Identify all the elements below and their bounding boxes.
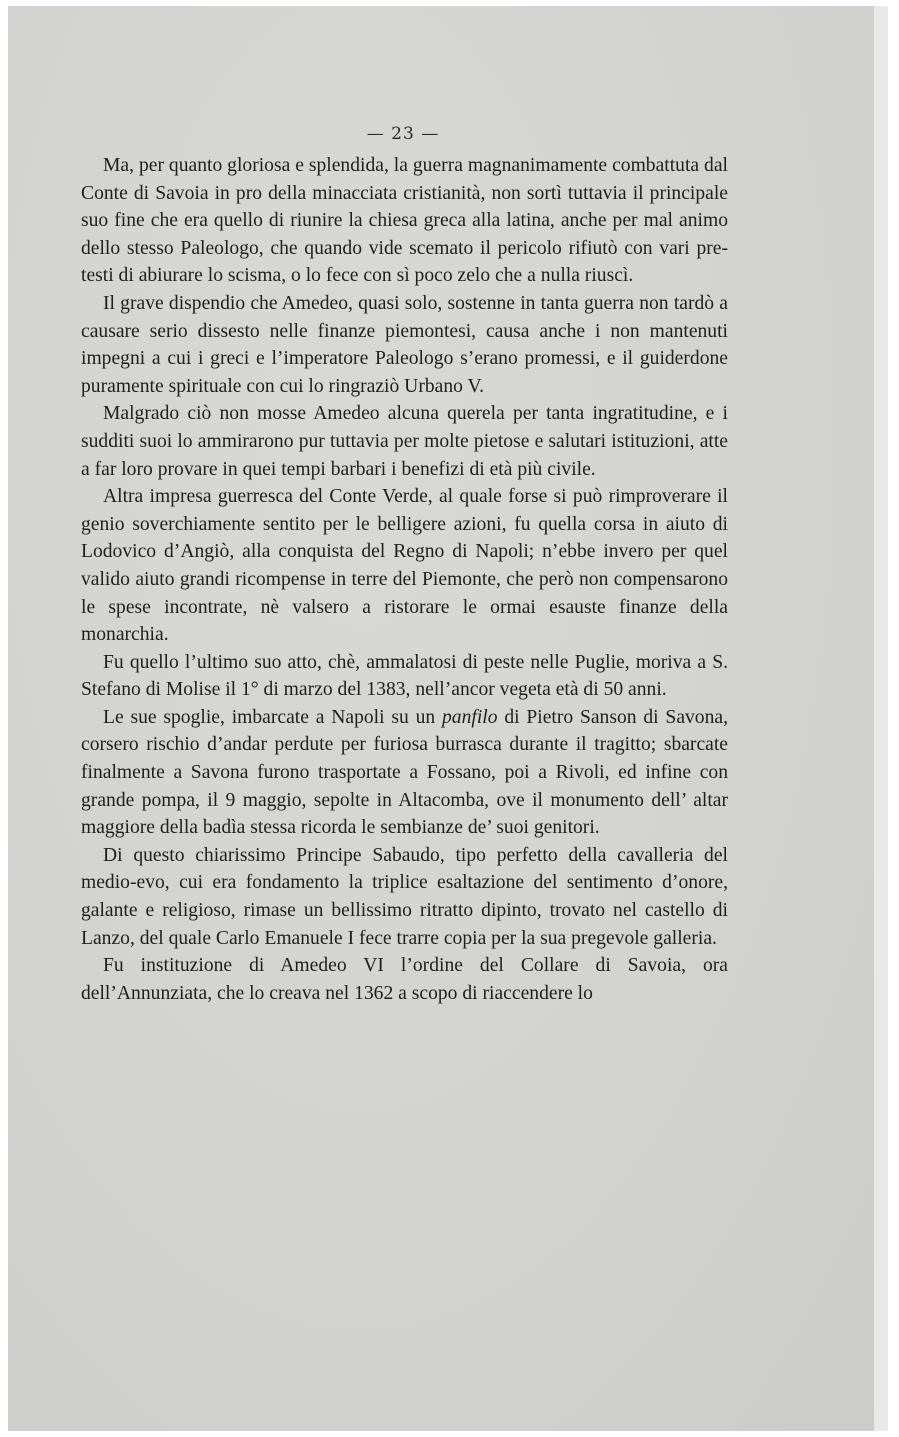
page-edge (874, 6, 888, 1431)
book-page (8, 6, 888, 1431)
paragraph-text: Le sue spoglie, imbarcate a Napoli su un (103, 706, 442, 728)
paragraph: Malgrado ciò non mosse Amedeo alcuna querela per tanta ingratitudine, e i sudditi suoi lo ammirarono pur tuttavia per molte pietose e salutari istituzioni, atte a far loro provare in quei tempi barbari i benefizi di età più civile. (81, 403, 728, 480)
body-text (81, 152, 728, 1007)
paragraph: Fu quello l’ultimo suo atto, chè, ammalatosi di peste nelle Puglie, moriva a S. Stefano di Molise il 1° di marzo del 1383, nell’ancor vegeta età di 50 anni. (81, 651, 728, 701)
paragraph: Di questo chiarissimo Principe Sabaudo, tipo perfetto della cavalleria del medio-evo, cui era fondamento la triplice esaltazione del sentimento d’onore, galante e religioso, rimase un bellissimo ritratto dipinto, trovato nel castello di Lanzo, del quale Carlo Emanuele I fece trarre copia per la sua pregevole galleria. (81, 844, 728, 949)
paragraph-text: di Pietro Sanson di Savona, corsero rischio d’andar perdute per furiosa burrasca durante il tragitto; sbarcate finalmente a Savona furono trasportate a Fossano, poi a Rivoli, ed infine con grande pompa, il 9 maggio, sepolte in Altacomba, ove il monumento dell’ altar maggiore della badìa stessa ricorda le sembianze de’ suoi genitori. (81, 706, 729, 839)
paragraph (81, 704, 728, 842)
italic-word: panfilo (441, 706, 498, 728)
page-number: — 23 — (366, 124, 440, 144)
paragraph: Altra impresa guerresca del Conte Verde, al quale forse si può rimproverare il genio soverchiamente sentito per le belligere azioni, fu quella corsa in aiuto di Lodovico d’Angiò, alla conquista del Regno di Napoli; n’ebbe invero per quel valido aiuto grandi ricompense in terre del Piemonte, che però non compensarono le spese incontrate, nè valsero a ristorare le ormai esauste finanze della monarchia. (81, 486, 728, 646)
paragraph: Fu instituzione di Amedeo VI l’ordine del Collare di Savoia, ora dell’Annunziata, che lo creava nel 1362 a scopo di riaccendere lo (81, 955, 728, 1004)
paragraph: Ma, per quanto gloriosa e splendida, la guerra magnanimamente combattuta dal Conte di Savoia in pro della minacciata cristianità, non sortì tuttavia il principale suo fine che era quello di riunire la chiesa greca alla latina, anche per mal animo dello stesso Paleologo, che quando vide scemato il pericolo rifiutò con vari pretesti di abiurare lo scisma, o lo fece con sì poco zelo che a nulla riuscì. (81, 155, 728, 287)
paragraph: Il grave dispendio che Amedeo, quasi solo, sostenne in tanta guerra non tardò a causare serio dissesto nelle finanze piemontesi, causa anche i non mantenuti impegni a cui i greci e l’imperatore Paleologo s’erano promessi, e il guiderdone puramente spirituale con cui lo ringraziò Urbano V. (81, 292, 728, 397)
